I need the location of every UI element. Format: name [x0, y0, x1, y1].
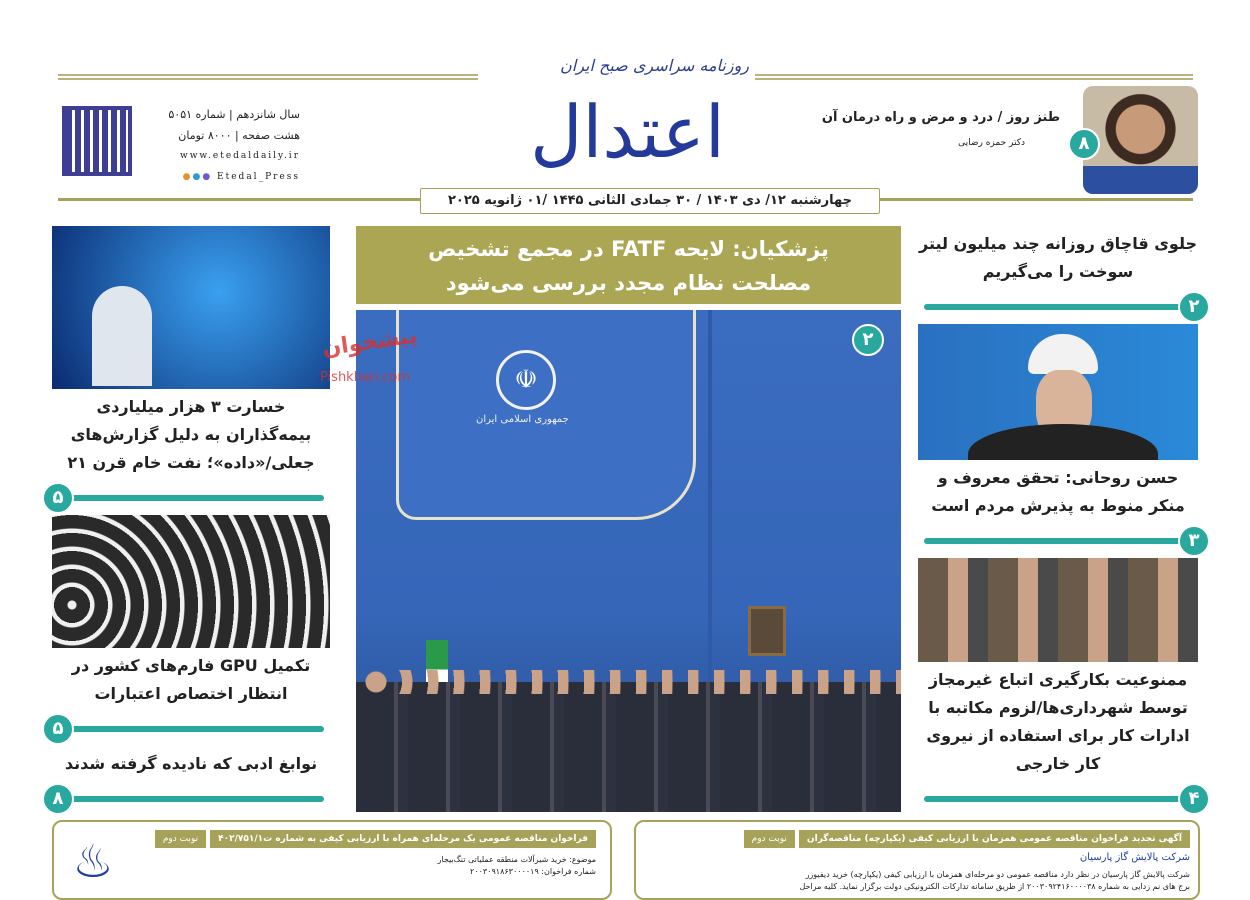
main-headline[interactable]: [356, 226, 901, 304]
story-headline[interactable]: ممنوعیت بکارگیری اتباع غیرمجاز توسط شهرداری‌ها/لزوم مکاتبه با ادارات کار برای استفاده از نیروی کار خارجی: [926, 670, 1190, 773]
divider-bar: [58, 495, 324, 501]
date-rule-right: [880, 198, 1193, 201]
story-headline[interactable]: جلوی قاچاق روزانه چند میلیون لیتر سوخت را می‌گیریم: [918, 234, 1197, 281]
ad-tag: نوبت دوم: [155, 830, 206, 848]
page-badge: ۸: [42, 783, 74, 815]
story-divider: [918, 290, 1198, 324]
social-handle[interactable]: [140, 167, 300, 188]
emblem-icon: ☫: [496, 350, 556, 410]
ad-body: [644, 830, 1190, 893]
oil-company-logo-icon: ♨: [72, 834, 114, 888]
divider-bar: [58, 796, 324, 802]
author-photo[interactable]: [1083, 86, 1198, 194]
emblem-caption: جمهوری اسلامی ایران: [476, 414, 569, 425]
page-badge: ۵: [42, 482, 74, 514]
story-photo-robot[interactable]: [52, 226, 330, 389]
column-title[interactable]: طنز روز / درد و مرض و راه درمان آن: [821, 110, 1060, 125]
masthead-subtitle: روزنامه سراسری صبح ایران: [560, 56, 750, 75]
robot: [92, 286, 152, 386]
main-headline-line1: پزشکیان: لایحه FATF در مجمع تشخیص: [428, 237, 829, 261]
website-link[interactable]: www.etedaldaily.ir: [180, 151, 300, 161]
column-author: دکتر حمزه رضایی: [958, 138, 1025, 148]
story-divider: [52, 782, 330, 816]
issue-date: چهارشنبه ۱۲/ دی ۱۴۰۳ / ۳۰ جمادی الثانی ۱۴۴۵ /۰۱ ژانویه ۲۰۲۵: [420, 188, 880, 214]
company-logo: شرکت پالایش گاز پارسیان: [1079, 852, 1190, 863]
instagram-icon[interactable]: ●: [182, 172, 193, 182]
ad-title: فراخوان مناقصه عمومی یک مرحله‌ای همراه با ارزیابی کیفی به شماره ت۴۰۲/۷۵۱/۱: [210, 830, 596, 848]
story-divider: [52, 481, 330, 515]
divider-bar: [924, 796, 1192, 802]
masthead-logo: اعتدال: [530, 90, 725, 174]
story-photo-gpu-farm[interactable]: [52, 515, 330, 648]
header-rule-left: [58, 74, 478, 80]
story-divider: [52, 712, 330, 746]
watermark-url: Pishkhan.com: [320, 370, 411, 385]
telegram-icon[interactable]: ●: [192, 172, 203, 182]
story-headline[interactable]: خسارت ۳ هزار میلیاردی بیمه‌گذاران به دلیل گزارش‌های جعلی/«داده»؛ نفت خام قرن ۲۱: [67, 397, 315, 472]
group-of-people: [356, 682, 901, 812]
ad-tag: نوبت دوم: [744, 830, 795, 848]
divider-bar: [58, 726, 324, 732]
story-photo-workers[interactable]: [918, 558, 1198, 662]
social-label: Etedal_Press: [217, 172, 300, 182]
divider-bar: [924, 304, 1192, 310]
ad-text: برج های نم زدایی به شماره ۲۰۰۳۰۹۲۴۱۶۰۰۰۰۳۸ از طریق سامانه تدارکات الکترونیکی دولت برگزار نماید. کلیه مراحل: [799, 882, 1190, 891]
main-headline-line2: مصلحت نظام مجدد بررسی می‌شود: [445, 271, 812, 295]
story-divider: [918, 782, 1198, 816]
right-column: [918, 226, 1198, 816]
issue-number: سال شانزدهم | شماره ۵۰۵۱: [168, 108, 300, 121]
tender-ad-left[interactable]: [52, 820, 612, 900]
page-badge: ۲: [852, 324, 884, 356]
left-column: [52, 226, 330, 816]
story-headline[interactable]: حسن روحانی: تحقق معروف و منکر منوط به پذیرش مردم است: [931, 468, 1185, 516]
ad-title: آگهی تجدید فراخوان مناقصه عمومی همزمان با ارزیابی کیفی (یکپارچه) مناقصه‌گران: [799, 830, 1190, 848]
story-headline[interactable]: نوابغ ادبی که نادیده گرفته شدند: [64, 754, 318, 773]
ad-text: شرکت پالایش گاز پارسیان در نظر دارد مناقصه عمومی دو مرحله‌ای همزمان با ارزیابی کیفی (یکپارچه) خرید دیفیوزر: [805, 870, 1190, 879]
page-badge: ۵: [42, 713, 74, 745]
divider-bar: [924, 538, 1192, 544]
ad-header-row: [644, 830, 1190, 863]
ad-body: [130, 830, 596, 878]
page-badge: ۸: [1068, 128, 1100, 160]
ad-header-row: [130, 830, 596, 848]
watermark-logo: پیشخوان: [320, 323, 419, 362]
story-divider: [918, 524, 1198, 558]
story-headline[interactable]: تکمیل GPU فارم‌های کشور در انتظار اختصاص اعتبارات: [71, 656, 311, 703]
header-rule-right: [755, 74, 1193, 80]
page-badge: ۲: [1178, 291, 1210, 323]
eitaa-icon[interactable]: ●: [202, 172, 213, 182]
page-price: هشت صفحه | ۸۰۰۰ تومان: [178, 129, 300, 142]
main-photo[interactable]: [356, 310, 901, 812]
tender-ad-right[interactable]: [634, 820, 1200, 900]
page-badge: ۳: [1178, 525, 1210, 557]
qr-code[interactable]: [62, 106, 132, 176]
date-rule-left: [58, 198, 420, 201]
story-photo-rouhani[interactable]: [918, 324, 1198, 460]
turban: [1028, 334, 1098, 374]
portrait-frame: [748, 606, 786, 656]
robe: [968, 424, 1158, 460]
page-badge: ۴: [1178, 783, 1210, 815]
ad-text: موضوع: خرید شیرآلات منطقه عملیاتی تنگ‌بیجار: [437, 855, 596, 864]
ad-text: شماره فراخوان: ۲۰۰۳۰۹۱۸۶۳۰۰۰۰۱۹: [470, 867, 596, 876]
issue-info: [140, 104, 300, 188]
faces: [356, 670, 901, 694]
